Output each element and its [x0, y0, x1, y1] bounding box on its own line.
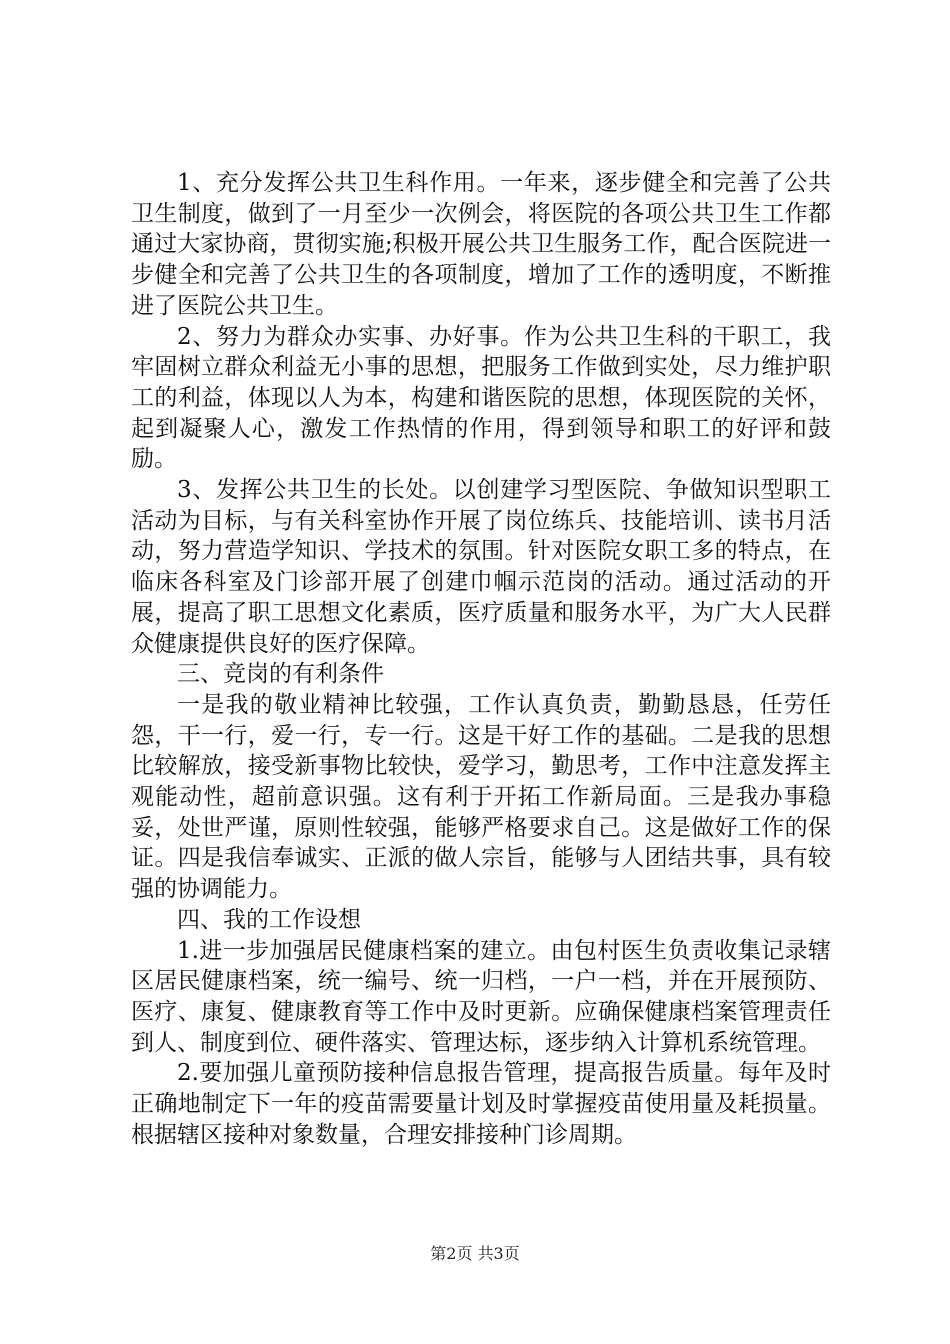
section-heading-4: 四、我的工作设想 — [177, 906, 361, 933]
paragraph-3: 3、发挥公共卫生的长处。以创建学习型医院、争做知识型职工活动为目标，与有关科室协作开展了岗位练兵、技能培训、读书月活动，努力营造学知识、学技术的氛围。针对医院女职工多的特点，在临床各科室及门诊部开展了创建巾帼示范岗的活动。通过活动的开展，提高了职工思想文化素质，医疗质量和服务水平，为广大人民群众健康提供良好的医疗保障。 — [131, 477, 831, 657]
paragraph-2: 2、努力为群众办实事、办好事。作为公共卫生科的干职工，我牢固树立群众利益无小事的思想，把服务工作做到实处，尽力维护职工的利益，体现以人为本，构建和谐医院的思想，体现医院的关怀，起到凝聚人心，激发工作热情的作用，得到领导和职工的好评和鼓励。 — [131, 323, 831, 473]
section-heading-3: 三、竞岗的有利条件 — [177, 661, 384, 688]
section-4-paragraph-1: 1.进一步加强居民健康档案的建立。由包村医生负责收集记录辖区居民健康档案，统一编号、统一归档，一户一档，并在开展预防、医疗、康复、健康教育等工作中及时更新。应确保健康档案管理责任到人、制度到位、硬件落实、管理达标，逐步纳入计算机系统管理。 — [131, 937, 831, 1056]
section-4-paragraph-2: 2.要加强儿童预防接种信息报告管理，提高报告质量。每年及时正确地制定下一年的疫苗需要量计划及时掌握疫苗使用量及耗损量。根据辖区接种对象数量，合理安排接种门诊周期。 — [131, 1060, 831, 1148]
document-body — [131, 168, 831, 1151]
section-3-paragraph: 一是我的敬业精神比较强，工作认真负责，勤勤恳恳，任劳任怨，干一行，爱一行，专一行。这是干好工作的基础。二是我的思想比较解放，接受新事物比较快，爱学习，勤思考，工作中注意发挥主观能动性，超前意识强。这有利于开拓工作新局面。三是我办事稳妥，处世严谨，原则性较强，能够严格要求自己。这是做好工作的保证。四是我信奉诚实、正派的做人宗旨，能够与人团结共事，具有较强的协调能力。 — [131, 691, 831, 903]
paragraph-1: 1、充分发挥公共卫生科作用。一年来，逐步健全和完善了公共卫生制度，做到了一月至少一次例会，将医院的各项公共卫生工作都通过大家协商，贯彻实施;积极开展公共卫生服务工作，配合医院进一步健全和完善了公共卫生的各项制度，增加了工作的透明度，不断推进了医院公共卫生。 — [131, 170, 831, 319]
page-footer: 第2页 共3页 — [430, 1244, 520, 1263]
